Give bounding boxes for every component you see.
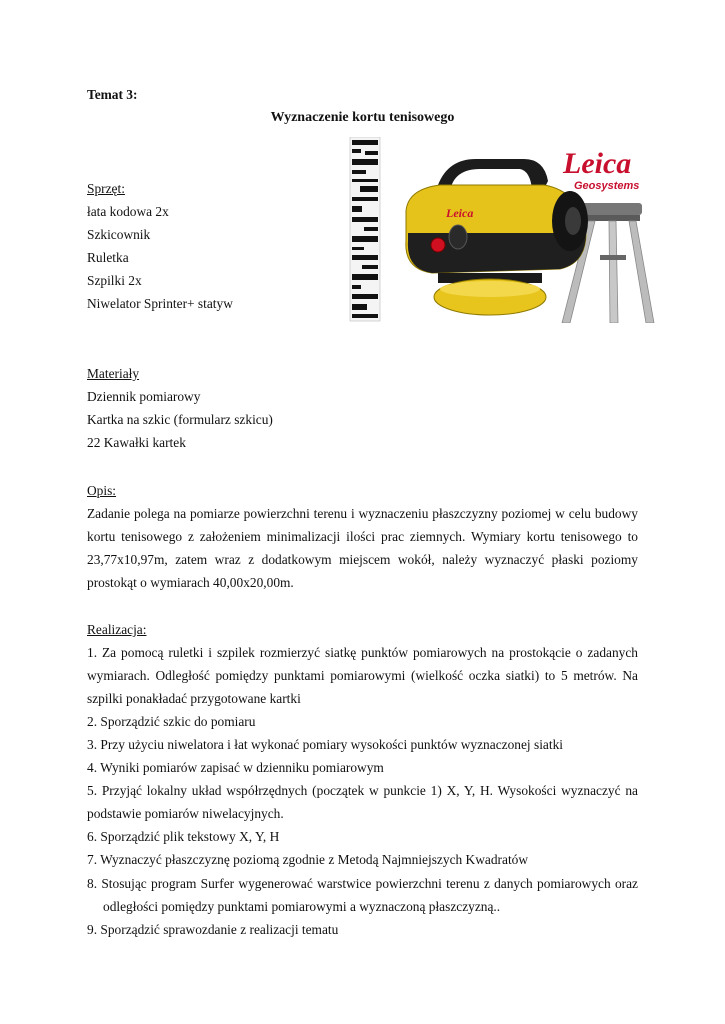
brand-name: Leica [563,147,632,180]
realization-step: 4. Wyniki pomiarów zapisać w dzienniku pomiarowym [87,760,384,775]
realization-step: 5. Przyjąć lokalny układ współrzędnych (początek w punkcie 1) X, Y, H. Wysokości wyznaczyć na [87,783,638,798]
description-line: 23,77x10,97m, zatem wraz z dodatkowym miejscem wokół, należy wyznaczyć płaski poziomy [87,552,638,567]
description-heading: Opis: [87,483,117,498]
description-line: Zadanie polega na pomiarze powierzchni terenu i wyznaczeniu płaszczyzny poziomej w celu budowy [87,506,638,521]
realization-step: odległości pomiędzy punktami pomiarowymi a wyznaczoną płaszczyzną.. [103,899,501,914]
equipment-heading: Sprzęt: [87,181,125,196]
realization-step: podstawie pomiarów niwelacyjnych. [87,806,284,821]
materials-heading: Materiały [87,366,140,381]
equipment-item: łata kodowa 2x [87,204,169,219]
topic-label: Temat 3: [87,87,138,102]
realization-step: 3. Przy użyciu niwelatora i łat wykonać pomiary wysokości punktów wyznaczonej siatki [87,737,563,752]
equipment-item: Szkicownik [87,227,151,242]
realization-step: wymiarach. Odległość pomiędzy punktami pomiarowymi (wielkość oczka siatki) to 5 metrów. Na [87,668,638,683]
realization-step: 2. Sporządzić szkic do pomiaru [87,714,256,729]
device-brand-label: Leica [446,206,474,220]
realization-heading: Realizacja: [87,622,147,637]
realization-step: 7. Wyznaczyć płaszczyznę poziomą zgodnie z Metodą Najmniejszych Kwadratów [87,852,529,867]
material-item: Kartka na szkic (formularz szkicu) [87,412,273,427]
realization-step: 1. Za pomocą ruletki i szpilek rozmierzyć siatkę punktów pomiarowych na prostokącie o zadanych [87,645,638,660]
leica-logo [562,147,639,192]
material-item: 22 Kawałki kartek [87,435,186,450]
level-instrument-image [406,159,588,315]
description-line: prostokąt o wymiarach 40,00x20,00m. [87,575,294,590]
material-item: Dziennik pomiarowy [87,389,201,404]
equipment-item: Szpilki 2x [87,273,142,288]
realization-step: 8. Stosując program Surfer wygenerować warstwice powierzchni terenu z danych pomiarowych oraz [87,876,638,891]
description-line: kortu tenisowego z założeniem minimalizacji ilości prac ziemnych. Wymiary kortu tenisowego to [87,529,638,544]
realization-step: 6. Sporządzić plik tekstowy X, Y, H [87,829,280,844]
equipment-item: Niwelator Sprinter+ statyw [87,296,233,311]
equipment-item: Ruletka [87,250,129,265]
page-title: Wyznaczenie kortu tenisowego [270,110,455,125]
leveling-staff-image [350,137,380,321]
realization-step: 9. Sporządzić sprawozdanie z realizacji tematu [87,922,339,937]
realization-step: szpilki ponakładać przygotowane kartki [87,691,301,706]
brand-subname: Geosystems [574,180,640,192]
leica-level-photo [348,137,658,323]
